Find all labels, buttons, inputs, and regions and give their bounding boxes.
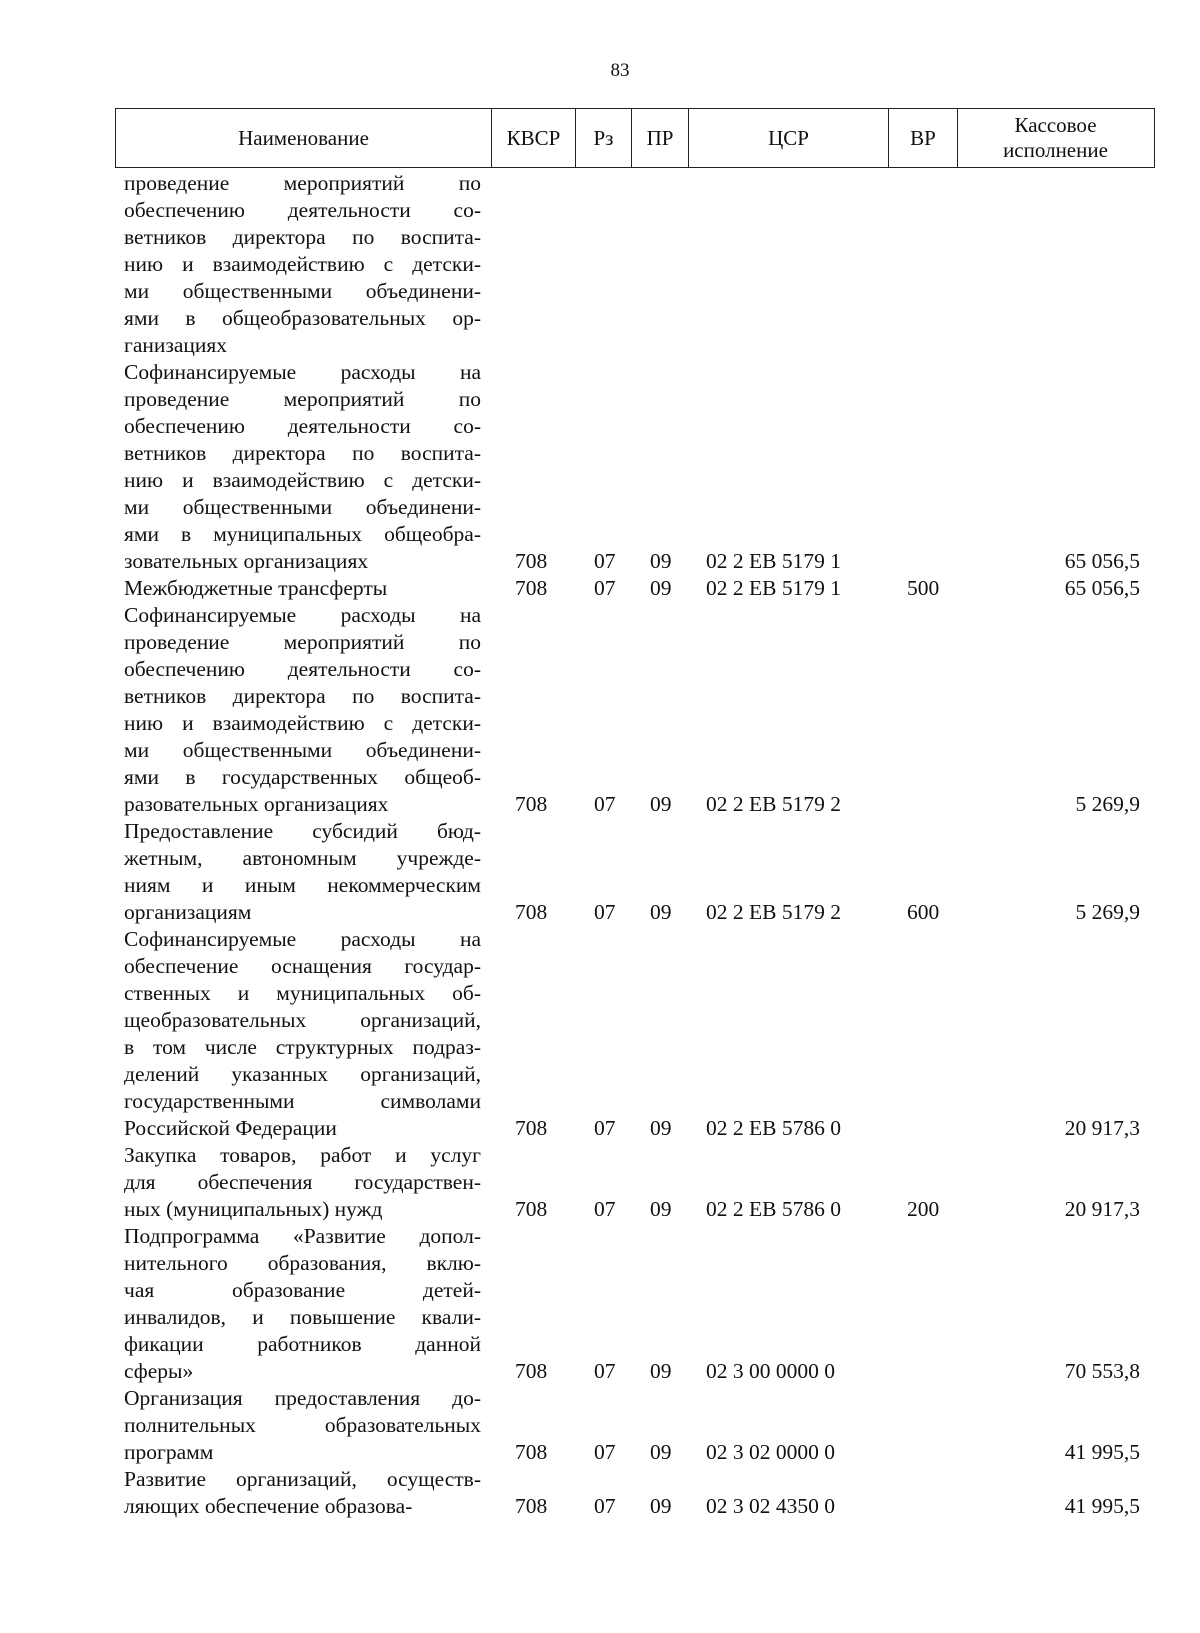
table-row xyxy=(0,1142,1200,1223)
header-sum-line2: исполнение xyxy=(1003,138,1108,162)
cell-vr: 200 xyxy=(907,1197,940,1221)
row-name xyxy=(124,818,481,926)
header-sum-line1: Кассовое xyxy=(1014,113,1097,137)
cell-kvsr: 708 xyxy=(515,1359,548,1383)
row-name-line: нию и взаимодействию с детски- xyxy=(124,252,481,276)
row-name-line: ганизациях xyxy=(124,333,228,357)
row-name-line: ми общественными объединени- xyxy=(124,495,481,519)
header-vr: ВР xyxy=(889,109,958,167)
row-name-line: Развитие организаций, осуществ- xyxy=(124,1467,481,1491)
row-name-line: ями в государственных общеоб- xyxy=(124,765,481,789)
cell-kvsr: 708 xyxy=(515,576,548,600)
row-name-line: Организация предоставления до- xyxy=(124,1386,481,1410)
cell-sum: 5 269,9 xyxy=(1075,792,1140,816)
row-name-line: обеспечение оснащения государ- xyxy=(124,954,481,978)
cell-pr: 09 xyxy=(650,1440,672,1464)
cell-rz: 07 xyxy=(594,1494,616,1518)
row-name-line: ных (муниципальных) нужд xyxy=(124,1197,383,1221)
row-name xyxy=(124,1385,481,1466)
table-row xyxy=(0,170,1200,359)
row-name-line: проведение мероприятий по xyxy=(124,171,481,195)
cell-csr: 02 3 00 0000 0 xyxy=(706,1359,835,1383)
row-name-line: обеспечению деятельности со- xyxy=(124,414,481,438)
row-name-line: Софинансируемые расходы на xyxy=(124,927,481,951)
row-name-line: Софинансируемые расходы на xyxy=(124,603,481,627)
cell-sum: 20 917,3 xyxy=(1064,1116,1140,1140)
cell-sum: 20 917,3 xyxy=(1064,1197,1140,1221)
table-row xyxy=(0,818,1200,926)
row-name-line: Софинансируемые расходы на xyxy=(124,360,481,384)
row-name-line: зовательных организациях xyxy=(124,549,369,573)
row-name-line: ниям и иным некоммерческим xyxy=(124,873,481,897)
row-name-line: фикации работников данной xyxy=(124,1332,481,1356)
header-csr: ЦСР xyxy=(689,109,889,167)
row-name-line: ми общественными объединени- xyxy=(124,279,481,303)
row-name-line: разовательных организациях xyxy=(124,792,389,816)
row-name xyxy=(124,1223,481,1385)
row-name-line: государственными символами xyxy=(124,1089,481,1113)
row-name-line: ветников директора по воспита- xyxy=(124,441,481,465)
cell-pr: 09 xyxy=(650,549,672,573)
row-name-line: ями в муниципальных общеобра- xyxy=(124,522,481,546)
row-name-line: делений указанных организаций, xyxy=(124,1062,481,1086)
cell-rz: 07 xyxy=(594,549,616,573)
cell-kvsr: 708 xyxy=(515,792,548,816)
header-name: Наименование xyxy=(116,109,492,167)
cell-sum: 41 995,5 xyxy=(1064,1494,1140,1518)
cell-vr: 600 xyxy=(907,900,940,924)
row-name xyxy=(124,170,481,359)
row-name-line: Российской Федерации xyxy=(124,1116,337,1140)
cell-pr: 09 xyxy=(650,900,672,924)
row-name-line: проведение мероприятий по xyxy=(124,630,481,654)
cell-kvsr: 708 xyxy=(515,1494,548,1518)
row-name-line: организациям xyxy=(124,900,252,924)
cell-rz: 07 xyxy=(594,900,616,924)
cell-pr: 09 xyxy=(650,1359,672,1383)
row-name-line: нию и взаимодействию с детски- xyxy=(124,468,481,492)
cell-csr: 02 3 02 4350 0 xyxy=(706,1494,835,1518)
row-name-line: жетным, автономным учрежде- xyxy=(124,846,481,870)
cell-kvsr: 708 xyxy=(515,1116,548,1140)
cell-csr: 02 3 02 0000 0 xyxy=(706,1440,835,1464)
row-name xyxy=(124,1142,481,1223)
row-name-line: ляющих обеспечение образова- xyxy=(124,1494,413,1518)
cell-sum: 5 269,9 xyxy=(1075,900,1140,924)
row-name-line: ми общественными объединени- xyxy=(124,738,481,762)
row-name xyxy=(124,575,481,602)
row-name-line: полнительных образовательных xyxy=(124,1413,481,1437)
row-name-line: Закупка товаров, работ и услуг xyxy=(124,1143,481,1167)
cell-rz: 07 xyxy=(594,576,616,600)
row-name xyxy=(124,926,481,1142)
table-row xyxy=(0,602,1200,818)
cell-csr: 02 2 EB 5179 1 xyxy=(706,576,841,600)
row-name-line: нительного образования, вклю- xyxy=(124,1251,481,1275)
cell-pr: 09 xyxy=(650,1494,672,1518)
row-name-line: Межбюджетные трансферты xyxy=(124,576,388,600)
cell-rz: 07 xyxy=(594,792,616,816)
table-row xyxy=(0,359,1200,575)
cell-rz: 07 xyxy=(594,1116,616,1140)
row-name-line: сферы» xyxy=(124,1359,194,1383)
table-row xyxy=(0,1223,1200,1385)
row-name-line: ветников директора по воспита- xyxy=(124,684,481,708)
row-name xyxy=(124,1466,481,1520)
row-name-line: программ xyxy=(124,1440,214,1464)
row-name-line: Предоставление субсидий бюд- xyxy=(124,819,481,843)
row-name-line: обеспечению деятельности со- xyxy=(124,198,481,222)
cell-sum: 70 553,8 xyxy=(1064,1359,1140,1383)
row-name-line: чая образование детей- xyxy=(124,1278,481,1302)
cell-rz: 07 xyxy=(594,1440,616,1464)
table-header xyxy=(115,108,1155,168)
cell-sum: 65 056,5 xyxy=(1064,576,1140,600)
header-kvsr: КВСР xyxy=(492,109,576,167)
cell-sum: 65 056,5 xyxy=(1064,549,1140,573)
cell-csr: 02 2 EB 5786 0 xyxy=(706,1197,841,1221)
table-row xyxy=(0,1466,1200,1520)
header-pr: ПР xyxy=(632,109,689,167)
cell-kvsr: 708 xyxy=(515,900,548,924)
cell-csr: 02 2 EB 5179 2 xyxy=(706,792,841,816)
table-row xyxy=(0,575,1200,602)
row-name-line: Подпрограмма «Развитие допол- xyxy=(124,1224,481,1248)
cell-pr: 09 xyxy=(650,1197,672,1221)
cell-csr: 02 2 EB 5179 1 xyxy=(706,549,841,573)
row-name-line: нию и взаимодействию с детски- xyxy=(124,711,481,735)
row-name-line: щеобразовательных организаций, xyxy=(124,1008,481,1032)
row-name xyxy=(124,359,481,575)
cell-kvsr: 708 xyxy=(515,1440,548,1464)
cell-kvsr: 708 xyxy=(515,549,548,573)
row-name-line: обеспечению деятельности со- xyxy=(124,657,481,681)
cell-sum: 41 995,5 xyxy=(1064,1440,1140,1464)
header-rz: Рз xyxy=(576,109,632,167)
row-name-line: ветников директора по воспита- xyxy=(124,225,481,249)
table-row xyxy=(0,1385,1200,1466)
row-name-line: проведение мероприятий по xyxy=(124,387,481,411)
cell-pr: 09 xyxy=(650,792,672,816)
table-row xyxy=(0,926,1200,1142)
cell-pr: 09 xyxy=(650,576,672,600)
row-name-line: ями в общеобразовательных ор- xyxy=(124,306,481,330)
header-sum xyxy=(958,109,1153,167)
row-name-line: в том числе структурных подраз- xyxy=(124,1035,481,1059)
cell-csr: 02 2 EB 5179 2 xyxy=(706,900,841,924)
row-name-line: ственных и муниципальных об- xyxy=(124,981,481,1005)
page-number: 83 xyxy=(610,60,630,81)
cell-rz: 07 xyxy=(594,1197,616,1221)
cell-vr: 500 xyxy=(907,576,940,600)
row-name-line: инвалидов, и повышение квали- xyxy=(124,1305,481,1329)
cell-kvsr: 708 xyxy=(515,1197,548,1221)
cell-pr: 09 xyxy=(650,1116,672,1140)
cell-csr: 02 2 EB 5786 0 xyxy=(706,1116,841,1140)
cell-rz: 07 xyxy=(594,1359,616,1383)
row-name xyxy=(124,602,481,818)
row-name-line: для обеспечения государствен- xyxy=(124,1170,481,1194)
